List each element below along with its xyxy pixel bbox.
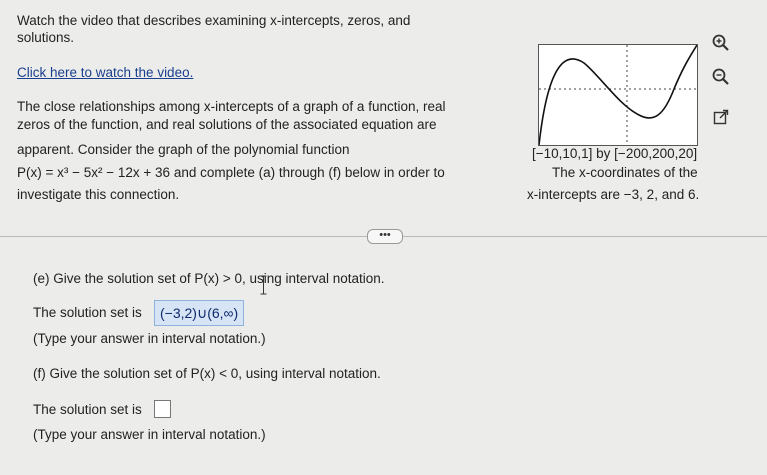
intro-line1: Watch the video that describes examining x-intercepts, zeros, and (17, 13, 411, 28)
part-f-hint: (Type your answer in interval notation.) (33, 427, 266, 442)
graph-window: [−10,10,1] by [−200,200,20] (532, 146, 698, 161)
part-e-hint: (Type your answer in interval notation.) (33, 331, 266, 346)
intro-para2: zeros of the function, and real solutions of the associated equation are (17, 117, 437, 132)
part-f-answer-prefix: The solution set is (33, 402, 142, 417)
part-e-question: (e) Give the solution set of P(x) > 0, using interval notation. (33, 271, 385, 286)
magnify-plus-icon[interactable] (710, 32, 732, 54)
popout-icon[interactable] (710, 106, 732, 128)
graph-caption1: The x-coordinates of the (552, 165, 698, 180)
intro-para5: investigate this connection. (17, 187, 180, 202)
graph-svg (539, 45, 697, 145)
video-link[interactable]: Click here to watch the video. (17, 65, 194, 80)
intro-line2: solutions. (17, 30, 75, 45)
text-cursor-icon (260, 275, 267, 295)
part-e-answer-prefix: The solution set is (33, 305, 142, 320)
intro-para1: The close relationships among x-intercepts of a graph of a function, real (17, 99, 446, 114)
polynomial-graph (538, 44, 698, 146)
intro-para3: apparent. Consider the graph of the polynomial function (17, 142, 350, 157)
expand-dots-button[interactable]: ••• (367, 229, 403, 244)
graph-caption2: x-intercepts are −3, 2, and 6. (527, 187, 700, 202)
part-f-answer-field[interactable] (154, 400, 171, 418)
polynomial-curve (539, 45, 697, 145)
part-f-question: (f) Give the solution set of P(x) < 0, using interval notation. (33, 366, 381, 381)
intro-para4: P(x) = x³ − 5x² − 12x + 36 and complete (a) through (f) below in order to (17, 165, 445, 180)
part-e-answer-field[interactable]: (−3,2)∪(6,∞) (154, 300, 244, 326)
magnify-minus-icon[interactable] (710, 66, 732, 88)
